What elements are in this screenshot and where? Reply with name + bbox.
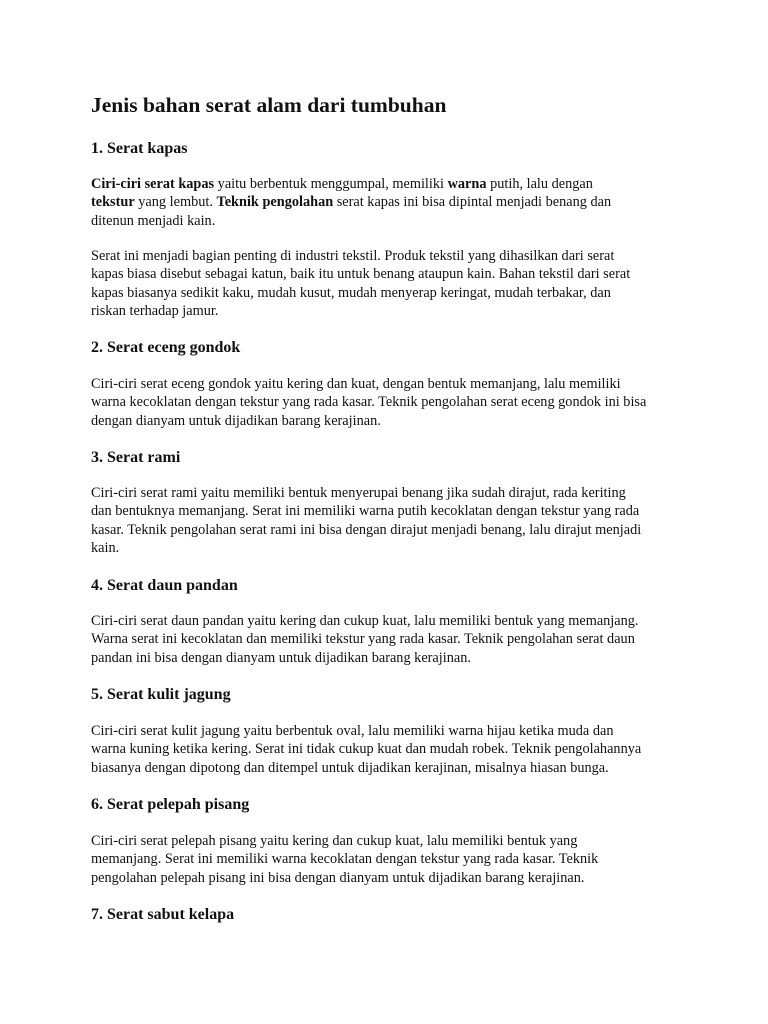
section-heading-serat-pelepah-pisang: 6. Serat pelepah pisang — [91, 796, 250, 813]
text-line: kapas biasa disebut sebagai katun, baik itu untuk benang ataupun kain. Bahan tekstil dari serat — [91, 266, 631, 283]
text-line: Ciri-ciri serat eceng gondok yaitu kering dan kuat, dengan bentuk memanjang, lalu memiliki — [91, 376, 621, 392]
text-line: ditenun menjadi kain. — [91, 212, 216, 229]
bold-phrase: tekstur — [91, 194, 135, 211]
text-line: kapas biasanya sedikit kaku, mudah kusut, mudah menyerap keringat, mudah terbakar, dan — [91, 284, 611, 301]
text-line: warna kuning ketika kering. Serat ini tidak cukup kuat dan mudah robek. Teknik pengolahannya — [91, 741, 642, 758]
text-line: Ciri-ciri serat daun pandan yaitu kering dan cukup kuat, lalu memiliki bentuk yang memanjang. — [91, 613, 639, 629]
text-line: kain. — [91, 540, 120, 557]
paragraph-serat-kapas-2 — [91, 247, 630, 321]
text-line: dan bentuknya memanjang. Serat ini memiliki warna putih kecoklatan dengan tekstur yang rada — [91, 503, 640, 520]
text-line: memanjang. Serat ini memiliki warna kecoklatan dengan tekstur yang rada kasar. Teknik — [91, 851, 599, 868]
bold-phrase: warna — [447, 176, 487, 192]
document-title: Jenis bahan serat alam dari tumbuhan — [91, 93, 447, 117]
text-line: Ciri-ciri serat rami yaitu memiliki bentuk menyerupai benang jika sudah dirajut, rada keriting — [91, 485, 626, 501]
text-line — [91, 193, 611, 211]
section-heading-serat-eceng-gondok: 2. Serat eceng gondok — [91, 339, 241, 356]
text-line: biasanya dengan dipotong dan ditempel untuk dijadikan kerajinan, misalnya hiasan bunga. — [91, 759, 609, 776]
text-line: riskan terhadap jamur. — [91, 303, 219, 320]
text-line: Ciri-ciri serat kulit jagung yaitu berbentuk oval, lalu memiliki warna hijau ketika muda dan — [91, 723, 614, 739]
text-run: yang lembut. — [134, 194, 217, 211]
text-line: Warna serat ini kecoklatan dan memiliki tekstur yang rada kasar. Teknik pengolahan serat daun — [91, 631, 635, 648]
section-heading-serat-kulit-jagung: 5. Serat kulit jagung — [91, 686, 231, 703]
paragraph-serat-pelepah-pisang — [91, 832, 598, 887]
paragraph-serat-eceng-gondok — [91, 375, 646, 430]
text-run: putih, lalu dengan — [486, 176, 593, 192]
paragraph-serat-daun-pandan — [91, 612, 639, 667]
text-run: serat kapas ini bisa dipintal menjadi benang dan — [333, 194, 612, 211]
bold-phrase: Ciri-ciri serat kapas — [91, 176, 215, 192]
section-heading-serat-sabut-kelapa: 7. Serat sabut kelapa — [91, 906, 235, 923]
text-line: warna kecoklatan dengan tekstur yang rada kasar. Teknik pengolahan serat eceng gondok ini bisa — [91, 394, 647, 411]
paragraph-serat-rami — [91, 484, 641, 558]
paragraph-serat-kulit-jagung — [91, 722, 641, 777]
text-line — [91, 175, 611, 193]
section-heading-serat-kapas: 1. Serat kapas — [91, 140, 188, 157]
paragraph-serat-kapas-1 — [91, 175, 611, 230]
section-heading-serat-daun-pandan: 4. Serat daun pandan — [91, 577, 238, 594]
text-run: yaitu berbentuk menggumpal, memiliki — [214, 176, 448, 192]
text-line: pandan ini bisa dengan dianyam untuk dijadikan barang kerajinan. — [91, 649, 471, 666]
text-line: kasar. Teknik pengolahan serat rami ini bisa dengan dirajut menjadi benang, lalu dirajut menjadi — [91, 521, 642, 538]
bold-phrase: Teknik pengolahan — [216, 194, 334, 211]
text-line: dengan dianyam untuk dijadikan barang kerajinan. — [91, 412, 381, 429]
text-line: pengolahan pelepah pisang ini bisa dengan dianyam untuk dijadikan barang kerajinan. — [91, 869, 585, 886]
text-line: Serat ini menjadi bagian penting di industri tekstil. Produk tekstil yang dihasilkan dari serat — [91, 248, 615, 264]
text-line: Ciri-ciri serat pelepah pisang yaitu kering dan cukup kuat, lalu memiliki bentuk yang — [91, 833, 578, 849]
section-heading-serat-rami: 3. Serat rami — [91, 449, 181, 466]
